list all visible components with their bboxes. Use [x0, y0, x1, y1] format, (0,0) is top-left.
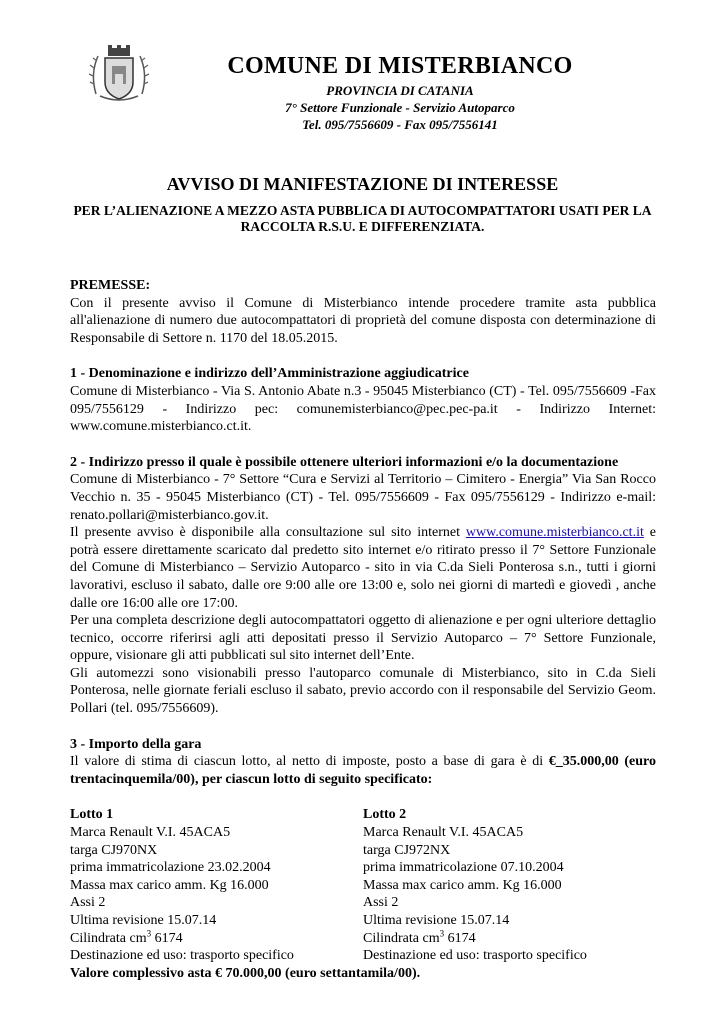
- department-line: 7° Settore Funzionale - Servizio Autoparco: [285, 100, 515, 115]
- document-body: [70, 277, 656, 982]
- lot-registration: prima immatricolazione 07.10.2004: [363, 860, 564, 876]
- section-3-heading: 3 - Importo della gara: [70, 736, 202, 752]
- section-2-paragraph-4: Gli automezzi sono visionabili presso l'autoparco comunale di Misterbianco, sito in C.da Sieli Ponterosa, nelle giornate feriali escluso il sabato, previo accordo con il responsabile del Servizio Geom. Pollari (tel. 095/7556609).: [70, 665, 656, 717]
- paragraph-text: e potrà essere direttamente scaricato dal predetto sito internet e/o ritirato presso il 7° Settore Funzionale del Comune di Misterbianco – Servizio Autoparco - sito in via C.da Sieli Ponterosa s.n., tutti i giorni lavorativi, escluso il sabato, dalle ore 9:00 alle ore 13:00 e, solo nei giorni di martedì e giovedì , anche dalle ore 16:00 alle ore 17:00.: [70, 525, 656, 611]
- premesse-text: Con il presente avviso il Comune di Misterbianco intende procedere tramite asta pubblica all'alienazione di numero due autocompattatori di proprietà del comune disposta con determinazione di Responsabile di Settore n. 1170 del 18.05.2015.: [70, 295, 656, 346]
- lot-displacement: [363, 927, 656, 948]
- section-3-text: [70, 753, 656, 788]
- contact-line: Tel. 095/7556609 - Fax 095/7556141: [302, 117, 498, 132]
- municipality-title: COMUNE DI MISTERBIANCO: [227, 53, 573, 79]
- lot-plate: targa CJ972NX: [363, 842, 451, 858]
- section-2-heading: 2 - Indirizzo presso il quale è possibile ottenere ulteriori informazioni e/o la documentazione: [70, 454, 619, 470]
- lot-axles: Assi 2: [363, 895, 399, 911]
- website-link[interactable]: www.comune.misterbianco.ct.it: [465, 525, 644, 541]
- displacement-value: 6174: [151, 930, 183, 946]
- total-value: Valore complessivo asta € 70.000,00 (euro settantamila/00).: [70, 965, 421, 981]
- lot-title: Lotto 1: [70, 807, 114, 823]
- section-1-text: Comune di Misterbianco - Via S. Antonio Abate n.3 - 95045 Misterbianco (CT) - Tel. 095/7556609 -Fax 095/7556129 - Indirizzo pec: comunemisterbianco@pec.pec-pa.it - Indirizzo Internet: www.comune.misterbianco.ct.it.: [70, 383, 656, 435]
- coat-of-arms-icon: [88, 44, 150, 106]
- section-1-heading: 1 - Denominazione e indirizzo dell’Amministrazione aggiudicatrice: [70, 366, 469, 382]
- lot-mass: Massa max carico amm. Kg 16.000: [363, 877, 562, 893]
- lot-revision: Ultima revisione 15.07.14: [363, 913, 510, 928]
- lot-1: [70, 806, 363, 964]
- notice-subtitle: PER L’ALIENAZIONE A MEZZO ASTA PUBBLICA DI AUTOCOMPATTATORI USATI PER LA RACCOLTA R.S.U. E DIFFERENZIATA.: [73, 203, 652, 234]
- paragraph-text: Il valore di stima di ciascun lotto, al netto di imposte, posto a base di gara è di: [70, 754, 549, 770]
- bid-value: €_35.000,00 (euro trentacinquemila/00), per ciascun lotto di seguito specificato:: [70, 754, 657, 787]
- lot-registration: prima immatricolazione 23.02.2004: [70, 860, 271, 876]
- province-line: PROVINCIA DI CATANIA: [326, 83, 474, 98]
- lots-list: [70, 806, 656, 964]
- section-2-paragraph-1: Comune di Misterbianco - 7° Settore “Cura e Servizi al Territorio – Cimitero - Energia” Via San Rocco Vecchio n. 35 - 95045 Misterbianco (CT) - Tel. 095/7556609 - Fax 095/7556129 - Indirizzo e-mail: renato.pollari@misterbianco.gov.it.: [70, 472, 656, 523]
- section-2-paragraph-3: Per una completa descrizione degli autocompattatori oggetto di alienazione e per ogni ulteriore dettaglio tecnico, occorre riferirsi agli atti depositati presso il Servizio Autoparco – 7° Settore Funzionale, oppure, visionare gli atti pubblicati sul sito internet dell’Ente.: [70, 613, 656, 664]
- lot-2: [363, 806, 656, 964]
- lot-brand: Marca Renault V.I. 45ACA5: [363, 825, 524, 841]
- displacement-unit-exponent: 3: [439, 927, 445, 938]
- lot-displacement: [70, 927, 363, 948]
- lot-revision: Ultima revisione 15.07.14: [70, 913, 217, 928]
- section-2-paragraph-2: [70, 524, 656, 612]
- lot-title: Lotto 2: [363, 807, 407, 823]
- premesse-heading: PREMESSE:: [70, 278, 151, 293]
- lot-use: Destinazione ed uso: trasporto specifico: [70, 948, 294, 964]
- displacement-value: 6174: [444, 930, 476, 946]
- lot-brand: Marca Renault V.I. 45ACA5: [70, 825, 231, 841]
- lot-axles: Assi 2: [70, 895, 106, 911]
- notice-title: AVVISO DI MANIFESTAZIONE DI INTERESSE: [166, 174, 559, 194]
- displacement-unit-exponent: 3: [146, 927, 152, 938]
- displacement-label: Cilindrata cm: [363, 930, 440, 946]
- lot-mass: Massa max carico amm. Kg 16.000: [70, 877, 269, 893]
- displacement-label: Cilindrata cm: [70, 930, 147, 946]
- paragraph-text: Il presente avviso è disponibile alla consultazione sul sito internet: [70, 525, 466, 541]
- lot-use: Destinazione ed uso: trasporto specifico: [363, 948, 587, 964]
- lot-plate: targa CJ970NX: [70, 842, 158, 858]
